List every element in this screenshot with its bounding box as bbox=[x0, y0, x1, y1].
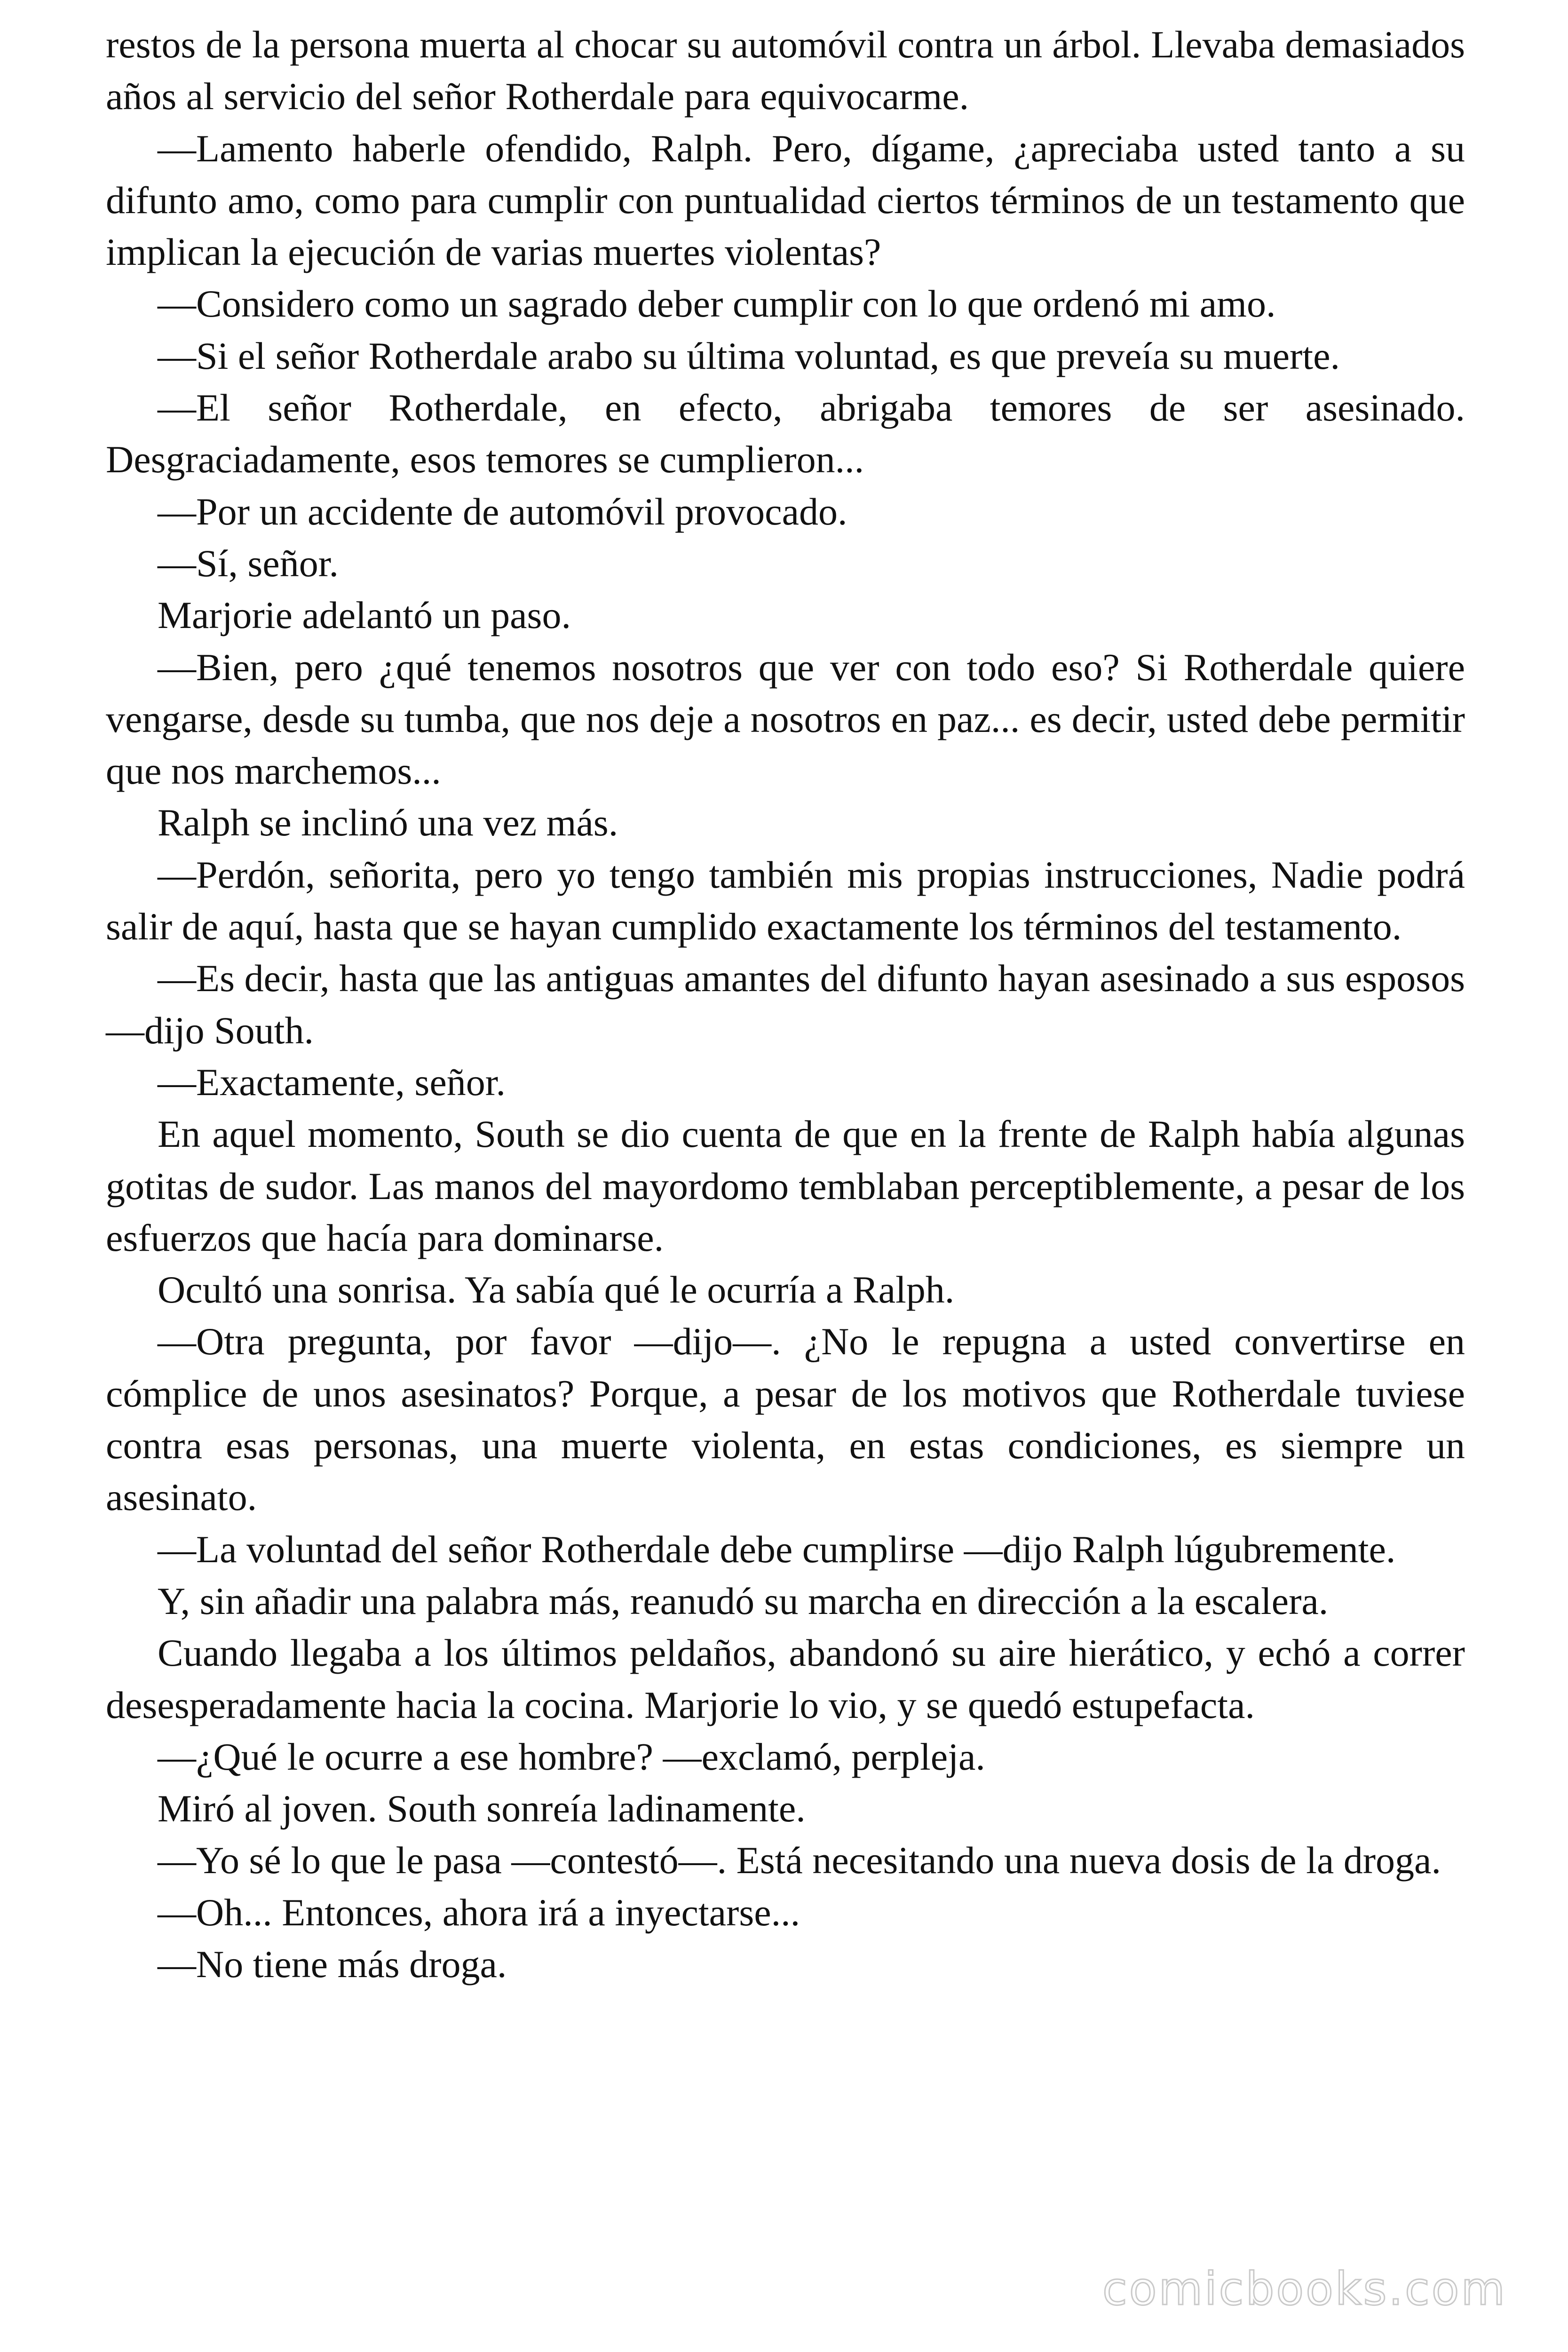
paragraph-6: —Por un accidente de automóvil provocado. bbox=[158, 490, 847, 533]
paragraph-14: En aquel momento, South se dio cuenta de que en la frente de Ralph había algunas gotitas de sudor. Las manos del mayordomo temblaban perceptiblemente, a pesar de los esfuerzos que hacía para dominarse. bbox=[106, 1112, 1465, 1259]
paragraph-7: —Sí, señor. bbox=[158, 541, 339, 585]
paragraph-20: —¿Qué le ocurre a ese hombre? —exclamó, perpleja. bbox=[158, 1735, 985, 1778]
paragraph-12: —Es decir, hasta que las antiguas amantes del difunto hayan asesinado a sus esposos —dijo South. bbox=[106, 957, 1465, 1052]
paragraph-21: Miró al joven. South sonreía ladinamente. bbox=[158, 1787, 806, 1830]
paragraph-5: —El señor Rotherdale, en efecto, abrigaba temores de ser asesinado. Desgraciadamente, esos temores se cumplieron... bbox=[106, 386, 1465, 481]
paragraph-19: Cuando llegaba a los últimos peldaños, abandonó su aire hierático, y echó a correr desesperadamente hacia la cocina. Marjorie lo vio, y se quedó estupefacta. bbox=[106, 1631, 1465, 1726]
paragraph-1: restos de la persona muerta al chocar su automóvil contra un árbol. Llevaba demasiados años al servicio del señor Rotherdale para equivocarme. bbox=[106, 23, 1465, 118]
paragraph-15: Ocultó una sonrisa. Ya sabía qué le ocurría a Ralph. bbox=[158, 1268, 955, 1311]
watermark: comicbooks.com bbox=[1102, 2263, 1507, 2315]
paragraph-2: —Lamento haberle ofendido, Ralph. Pero, dígame, ¿apreciaba usted tanto a su difunto amo, como para cumplir con puntualidad ciertos términos de un testamento que implican la ejecución de varias muertes violentas? bbox=[106, 127, 1465, 274]
paragraph-9: —Bien, pero ¿qué tenemos nosotros que ver con todo eso? Si Rotherdale quiere vengarse, desde su tumba, que nos deje a nosotros en paz... es decir, usted debe permitir que nos marchemos... bbox=[106, 645, 1465, 793]
paragraph-18: Y, sin añadir una palabra más, reanudó su marcha en dirección a la escalera. bbox=[158, 1579, 1329, 1622]
paragraph-17: —La voluntad del señor Rotherdale debe cumplirse —dijo Ralph lúgubremente. bbox=[158, 1527, 1396, 1571]
paragraph-4: —Si el señor Rotherdale arabo su última voluntad, es que preveía su muerte. bbox=[158, 334, 1340, 377]
paragraph-24: —No tiene más droga. bbox=[158, 1942, 507, 1986]
paragraph-11: —Perdón, señorita, pero yo tengo también mis propias instrucciones, Nadie podrá salir de aquí, hasta que se hayan cumplido exactamente los términos del testamento. bbox=[106, 853, 1465, 948]
paragraph-22: —Yo sé lo que le pasa —contestó—. Está necesitando una nueva dosis de la droga. bbox=[158, 1839, 1441, 1882]
paragraph-3: —Considero como un sagrado deber cumplir con lo que ordenó mi amo. bbox=[158, 282, 1276, 326]
paragraph-8: Marjorie adelantó un paso. bbox=[158, 594, 571, 637]
paragraph-16: —Otra pregunta, por favor —dijo—. ¿No le repugna a usted convertirse en cómplice de unos asesinatos? Porque, a pesar de los motivos que Rotherdale tuviese contra esas personas, una muerte violenta, en estas condiciones, es siempre un asesinato. bbox=[106, 1320, 1465, 1519]
paragraph-23: —Oh... Entonces, ahora irá a inyectarse... bbox=[158, 1891, 800, 1934]
paragraph-10: Ralph se inclinó una vez más. bbox=[158, 801, 618, 844]
paragraph-13: —Exactamente, señor. bbox=[158, 1060, 506, 1104]
document-page bbox=[106, 19, 1465, 1990]
